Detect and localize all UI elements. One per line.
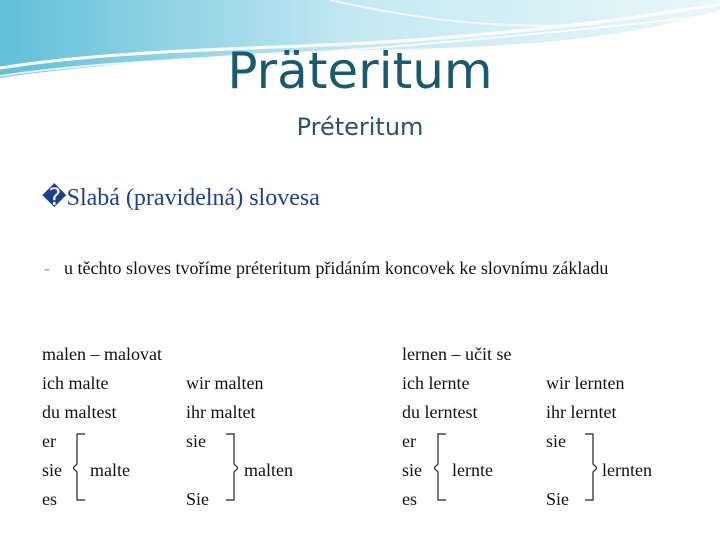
- form-sie: sie: [402, 460, 422, 480]
- form-plural: malten: [244, 460, 293, 480]
- form-du: du maltest: [42, 402, 117, 422]
- form-es: es: [402, 489, 417, 509]
- rule-note-text: u těchto sloves tvoříme préteritum přidáním koncovek ke slovnímu základu: [64, 258, 609, 278]
- form-sie-plural: sie: [546, 431, 566, 451]
- form-er: er: [42, 431, 56, 451]
- form-ihr: ihr lerntet: [546, 402, 617, 422]
- section-heading-text: Slabá (pravidelná) slovesa: [66, 185, 320, 211]
- form-ihr: ihr maltet: [186, 402, 256, 422]
- left-bracket: [73, 432, 87, 502]
- slide-subtitle: Préteritum: [296, 113, 424, 141]
- form-ich: ich lernte: [402, 373, 470, 393]
- right-bracket: [224, 432, 238, 502]
- verb-header: malen – malovat: [42, 344, 162, 364]
- form-er-sie-es: lernte: [452, 460, 493, 480]
- dash-bullet: -: [44, 258, 50, 278]
- verb-header: lernen – učit se: [402, 344, 512, 364]
- form-er-sie-es: malte: [90, 460, 130, 480]
- form-wir: wir malten: [186, 373, 264, 393]
- form-du: du lerntest: [402, 402, 478, 422]
- bullet-glyph: �: [42, 185, 67, 211]
- form-es: es: [42, 489, 57, 509]
- section-heading: [42, 183, 320, 212]
- form-sie: sie: [42, 460, 62, 480]
- right-bracket: [583, 432, 597, 502]
- form-sie-plural: sie: [186, 431, 206, 451]
- form-er: er: [402, 431, 416, 451]
- form-Sie-formal: Sie: [546, 489, 570, 509]
- form-ich: ich malte: [42, 373, 109, 393]
- form-plural: lernten: [602, 460, 652, 480]
- form-Sie-formal: Sie: [186, 489, 210, 509]
- form-wir: wir lernten: [546, 373, 625, 393]
- left-bracket: [434, 432, 448, 502]
- slide-title: Präteritum: [227, 42, 493, 100]
